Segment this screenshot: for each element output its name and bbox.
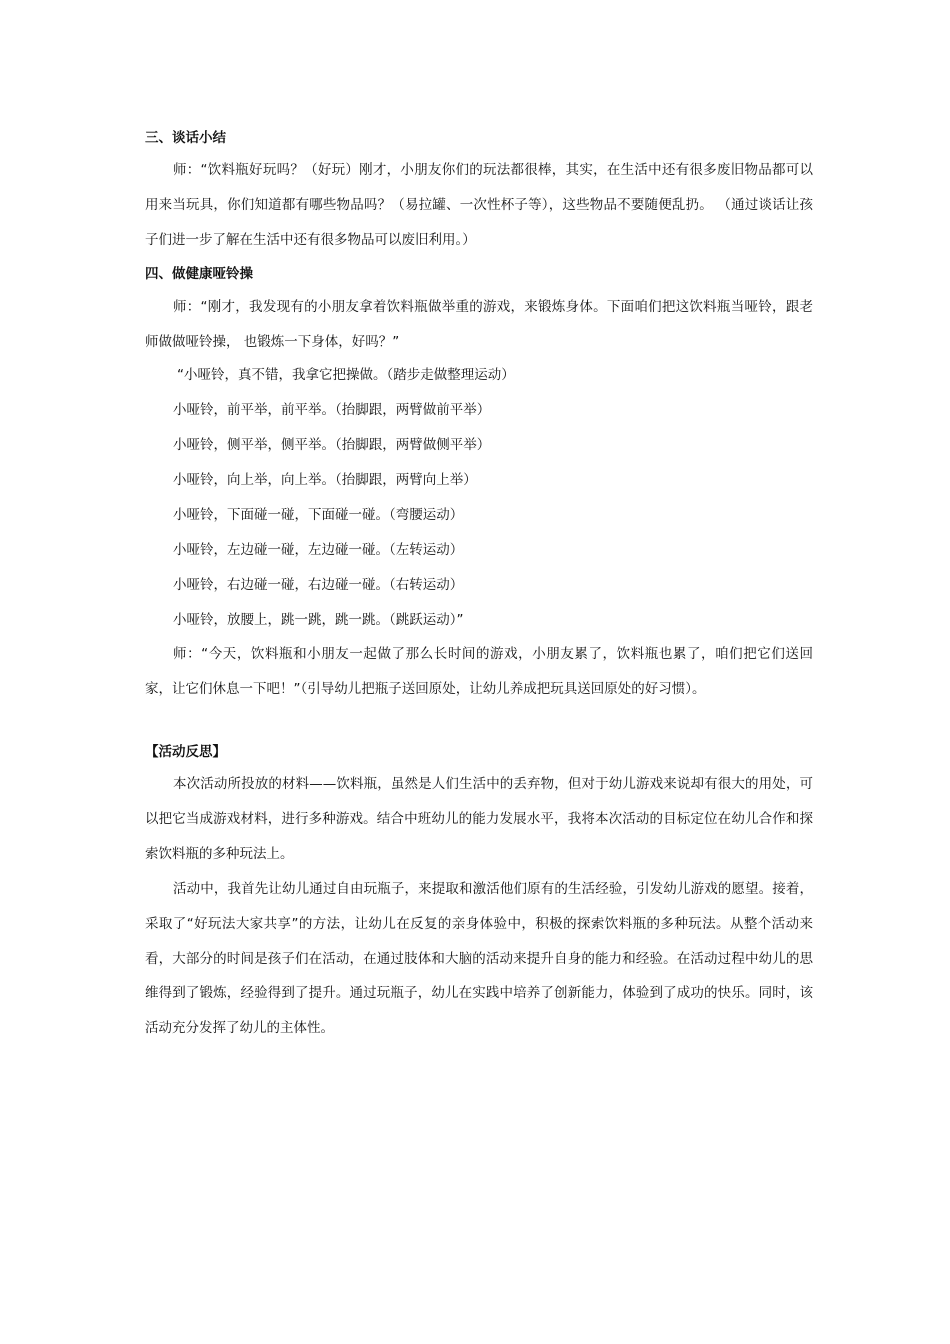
section4-intro-paragraph: 师：“刚才，我发现有的小朋友拿着饮料瓶做举重的游戏，来锻炼身体。下面咱们把这饮料瓶当哑铃，跟老师做做哑铃操， 也锻炼一下身体，好吗？” xyxy=(145,299,813,350)
rhyme-line: 小哑铃，向上举，向上举。（抬脚跟，两臂向上举） xyxy=(173,472,477,488)
section3-heading: 三、谈话小结 xyxy=(145,130,226,146)
reflection-heading: 【活动反思】 xyxy=(145,744,226,760)
rhyme-line: 小哑铃，左边碰一碰，左边碰一碰。（左转运动） xyxy=(173,542,464,558)
section4-heading: 四、做健康哑铃操 xyxy=(145,266,253,282)
rhyme-line: 小哑铃，侧平举，侧平举。（抬脚跟，两臂做侧平举） xyxy=(173,437,491,453)
rhyme-line: 小哑铃，放腰上，跳一跳，跳一跳。（跳跃运动）” xyxy=(173,612,464,628)
rhyme-line: 小哑铃，下面碰一碰，下面碰一碰。（弯腰运动） xyxy=(173,507,464,523)
rhyme-line: 小哑铃，前平举，前平举。（抬脚跟，两臂做前平举） xyxy=(173,402,491,418)
rhyme-line: “小哑铃，真不错，我拿它把操做。（踏步走做整理运动） xyxy=(177,367,515,383)
rhyme-line: 小哑铃，右边碰一碰，右边碰一碰。（右转运动） xyxy=(173,577,464,593)
section4-closing-paragraph: 师：“今天，饮料瓶和小朋友一起做了那么长时间的游戏，小朋友累了，饮料瓶也累了，咱们把它们送回家，让它们休息一下吧！”（引导幼儿把瓶子送回原处，让幼儿养成把玩具送回原处的好习惯）。 xyxy=(145,646,813,697)
section3-paragraph: 师：“饮料瓶好玩吗？（好玩）刚才，小朋友你们的玩法都很棒，其实，在生活中还有很多废旧物品都可以用来当玩具，你们知道都有哪些物品吗？（易拉罐、一次性杯子等），这些物品不要随便乱扔。 （通过谈话让孩子们进一步了解在生活中还有很多物品可以废旧利用。） xyxy=(145,162,813,248)
reflection-paragraph-1: 本次活动所投放的材料——饮料瓶，虽然是人们生活中的丢弃物，但对于幼儿游戏来说却有很大的用处，可以把它当成游戏材料，进行多种游戏。结合中班幼儿的能力发展水平，我将本次活动的目标定位在幼儿合作和探索饮料瓶的多种玩法上。 xyxy=(145,776,813,862)
reflection-paragraph-2: 活动中，我首先让幼儿通过自由玩瓶子，来提取和激活他们原有的生活经验，引发幼儿游戏的愿望。接着，采取了“好玩法大家共享”的方法，让幼儿在反复的亲身体验中，积极的探索饮料瓶的多种玩法。从整个活动来看，大部分的时间是孩子们在活动，在通过肢体和大脑的活动来提升自身的能力和经验。在活动过程中幼儿的思维得到了锻炼，经验得到了提升。通过玩瓶子，幼儿在实践中培养了创新能力，体验到了成功的快乐。同时，该活动充分发挥了幼儿的主体性。 xyxy=(145,881,813,1037)
